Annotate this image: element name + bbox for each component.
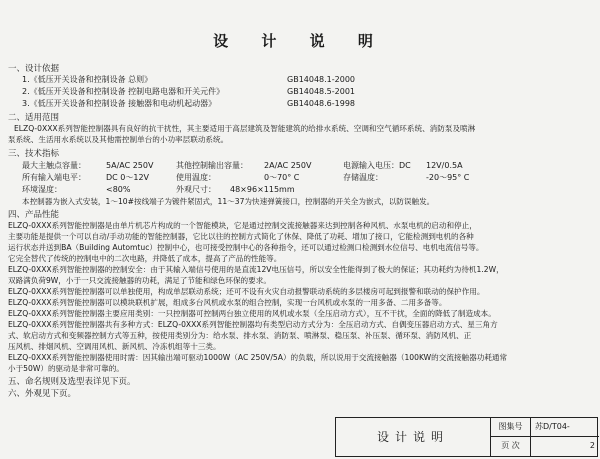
spec-label: 所有输入端电平： <box>22 173 86 182</box>
spec-value: 2A/AC 250V <box>264 161 312 170</box>
performance-line: ELZQ-0XXX系列智能控制器是由单片机芯片构成的一个智能模块，它是通过控制交流接触器来达到控制各种风机、水泵电机的启动和停止， <box>8 221 477 230</box>
spec-value: 0～70° C <box>264 173 300 182</box>
performance-line: 式、软启动方式和变频器控制方式等五种，按使用类别分为：给水泵、排水泵、消防泵、喷淋泵、稳压泵、补压泵、循环泵、消防风机、正 <box>8 331 472 340</box>
spec-label: 其他控制输出容量： <box>176 161 248 170</box>
section-heading-appearance: 六、外观见下页。 <box>8 389 77 399</box>
scope-line: ELZQ-0XXX系列智能控制器具有良好的抗干扰性，其主要适用于高层建筑及智能建筑的给排水系统、空调和空气循环系统、消防泵及喷淋 <box>14 124 476 133</box>
spec-label: 环境湿度： <box>22 185 62 194</box>
basis-item-name: 3.《低压开关设备和控制设备 接触器和电动机起动器》 <box>22 99 217 108</box>
spec-label: 使用温度： <box>176 173 216 182</box>
atlas-number-row <box>491 418 599 437</box>
section-heading-performance: 四、产品性能 <box>8 210 60 220</box>
performance-line: ELZQ-0XXX系列智能控制器共有多种方式：ELZQ-0XXX系列智能控制器均有类型启动方式分为：全压启动方式、自偶变压器启动方式、星三角方 <box>8 320 498 329</box>
performance-line: 小于50W）的驱动是非常可靠的。 <box>8 364 124 373</box>
atlas-number-value: 苏D/T04- <box>535 422 570 431</box>
spec-value: DC 0～12V <box>106 173 150 182</box>
basis-item-standard: GB14048.5-2001 <box>287 87 356 96</box>
page-title: 设 计 说 明 <box>213 32 387 50</box>
page-number-row <box>491 437 599 456</box>
basis-item-standard: GB14048.6-1998 <box>287 99 356 108</box>
performance-line: ELZQ-0XXX系列智能控制器可以单独使用，构成单层联动系统；还可不设有火灾自动报警联动系统的多层楼房可起到报警和联动的保护作用。 <box>8 287 485 296</box>
scope-line: 泵系统、生活用水系统以及其他需控制单台的小功率层联动系统。 <box>8 135 229 144</box>
spec-value: <80% <box>106 185 131 194</box>
atlas-number-label: 图集号 <box>491 418 531 436</box>
performance-line: ELZQ-0XXX系列智能控制器可以模块联机扩展，组成多台风机或水泵的组合控制，实现一台风机或水泵的一用多备、二用多备等。 <box>8 298 447 307</box>
page-number-value: 2 <box>589 441 595 450</box>
performance-line: 压风机、排烟风机、空调用风机、新风机、冷冻机组等十三类。 <box>8 342 221 351</box>
spec-value: 12V/0.5A <box>426 161 463 170</box>
basis-item-standard: GB14048.1-2000 <box>287 75 356 84</box>
title-block <box>335 417 598 457</box>
title-block-name: 设计说明 <box>336 418 491 456</box>
spec-value: 48×96×115mm <box>230 185 295 194</box>
section-heading-specs: 三、技术指标 <box>8 149 60 159</box>
spec-value: -20～95° C <box>426 173 470 182</box>
basis-item-name: 1.《低压开关设备和控制设备 总则》 <box>22 75 153 84</box>
basis-item-name: 2.《低压开关设备和控制设备 控制电路电器和开关元件》 <box>22 87 225 96</box>
performance-line: ELZQ-0XXX系列智能控制器主要应用类别：一只控制器可控制两台独立使用的风机或水泵（全压启动方式），互不干扰，全面的降低了制造成本。 <box>8 309 496 318</box>
performance-line: 主要功能是提供一个可以自动/手动功能的智能控制器，它比以往的控制方式简化了休保、降低了功耗、增加了接口，它能检测到电机的各种 <box>8 232 474 241</box>
spec-label: 存储温度： <box>343 173 383 182</box>
spec-label: 外观尺寸： <box>176 185 216 194</box>
performance-line: ELZQ-0XXX系列智能控制器的控制安全：由于其输入端信号使用的是直流12V电压信号，所以安全性能得到了极大的保证；其功耗约为待机1.2W， <box>8 265 504 274</box>
performance-line: 运行状态并送到BA（Building Automtuc）控制中心，也可接受控制中心的各种指令，还可以通过检测口检测到水位信号、电机电流信号等。 <box>8 243 484 252</box>
section-heading-naming: 五、命名规则及选型表详见下页。 <box>8 377 136 387</box>
performance-line: 它完全替代了传统的控制电中的二次电路，并降低了成本，提高了产品的性能等。 <box>8 254 282 263</box>
page-number-label: 页 次 <box>491 437 531 456</box>
performance-line: ELZQ-0XXX系列智能控制器使用时需：因其输出端可驱动1000W（AC 250V/5A）的负载，所以说用于交流接触器（100KW的交流接触器功耗通常 <box>8 353 508 362</box>
spec-label: 电源输入电压：DC <box>343 161 411 170</box>
spec-note: 本控制器为嵌入式安装，1～10#按线端子为镀件紧固式，11～37为快速弹簧接口，控制器的开关全为嵌式，以防误触发。 <box>22 197 435 206</box>
spec-label: 最大主触点容量： <box>22 161 86 170</box>
performance-line: 双路满负荷9W，小于一只交流接触器的功耗，满足了节能和绿色环保的要求。 <box>8 276 271 285</box>
section-heading-scope: 二、适用范围 <box>8 113 60 123</box>
spec-value: 5A/AC 250V <box>106 161 154 170</box>
section-heading-basis: 一、设计依据 <box>8 64 60 74</box>
